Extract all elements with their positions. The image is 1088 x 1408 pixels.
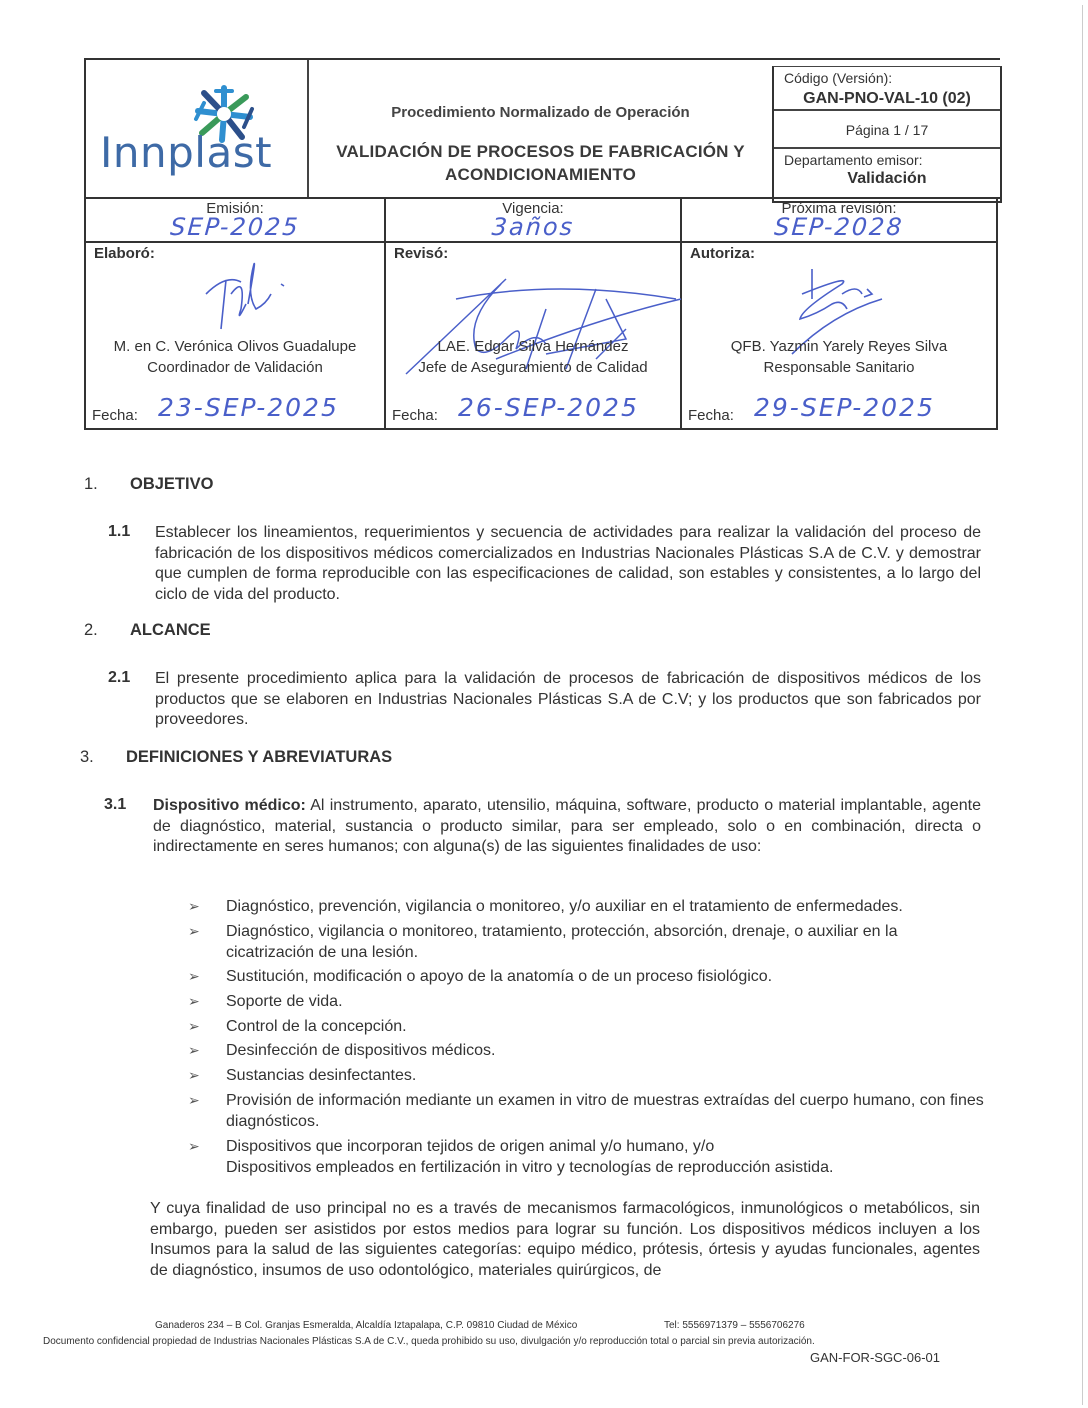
- department-cell: [774, 149, 1000, 204]
- arrowhead-bullet-icon: ➢: [188, 1091, 200, 1108]
- proxima-revision-label: Próxima revisión:: [781, 200, 897, 217]
- paragraph-number: 1.1: [108, 523, 131, 540]
- arrowhead-bullet-icon: ➢: [188, 922, 200, 939]
- elaboro-date-handwritten: 23-SEP-2025: [158, 393, 339, 422]
- section-title: ALCANCE: [130, 621, 211, 639]
- approval-table: [84, 199, 998, 430]
- section-number: 3.: [80, 748, 94, 766]
- code-value: GAN-PNO-VAL-10 (02): [803, 90, 971, 107]
- code-label: Código (Versión):: [784, 70, 893, 86]
- page-number: Página 1 / 17: [845, 122, 929, 138]
- reviso-name: LAE. Edgar Silva Hernández: [437, 338, 629, 355]
- reviso-date-handwritten: 26-SEP-2025: [458, 393, 639, 422]
- vigencia-label: Vigencia:: [502, 200, 564, 217]
- autoriza-date-handwritten: 29-SEP-2025: [754, 393, 935, 422]
- paragraph-number: 2.1: [108, 669, 131, 686]
- title-cell: [309, 60, 772, 197]
- title-line-1: VALIDACIÓN DE PROCESOS DE FABRICACIÓN Y: [336, 142, 745, 161]
- scan-edge: [1082, 5, 1083, 1405]
- footer-confidential-notice: Documento confidencial propiedad de Industrias Nacionales Plásticas S.A de C.V., queda prohibido su uso, divulgación y/o reproducción total o parcial sin previa autorización.: [43, 1336, 815, 1347]
- closing-paragraph: Y cuya finalidad de uso principal no es a través de mecanismos farmacológicos, inmunológicos o metabólicos, sin embargo, pueden ser asistidos por estos medios para lograr su función. Los dispositivos médicos incluyen a los Insumos para la salud de las siguientes categorías: equipo médico, prótesis, órtesis y ayudas funcionales, agentes de diagnóstico, insumos de uso odontológico, materiales quirúrgicos, de: [150, 1200, 980, 1279]
- document-title: [309, 140, 772, 186]
- alcance-paragraph: El presente procedimiento aplica para la validación de procesos de fabricación de dispositivos médicos de los productos que se elaboren en Industrias Nacionales Plásticas S.A de C.V; y los productos que son fabricados por proveedores.: [155, 670, 981, 729]
- autoriza-column: [682, 199, 996, 428]
- elaboro-label: Elaboró:: [94, 245, 155, 262]
- list-item: ➢ Diagnóstico, prevención, vigilancia o monitoreo, y/o auxiliar en el tratamiento de enfermedades.: [188, 898, 903, 915]
- vigencia-cell: [386, 199, 680, 243]
- emision-label: Emisión:: [206, 200, 264, 217]
- document-meta-cell: [772, 66, 1002, 203]
- objetivo-paragraph: Establecer los lineamientos, requerimientos y secuencia de actividades para realizar la validación del proceso de fabricación de los dispositivos médicos comercializados en Industrias Nacionales Plásticas S.A de C.V. y demostrar que cumplen de forma reproducible con las especificaciones de calidad, son estables y consistentes, a lo largo del ciclo de vida del producto.: [155, 524, 981, 603]
- elaboro-name: M. en C. Verónica Olivos Guadalupe: [113, 338, 357, 355]
- reviso-signer: [386, 336, 680, 378]
- arrowhead-bullet-icon: ➢: [188, 1137, 200, 1154]
- code-cell: [774, 67, 1000, 111]
- footer-address: Ganaderos 234 – B Col. Granjas Esmeralda, Alcaldía Iztapalapa, C.P. 09810 Ciudad de México: [155, 1320, 578, 1331]
- list-item-continuation: Dispositivos empleados en fertilización in vitro y tecnologías de reproducción asistida.: [226, 1158, 834, 1176]
- document-header: [84, 58, 1000, 199]
- emision-handwritten: SEP-2025: [169, 213, 301, 241]
- definition-term: Dispositivo médico:: [153, 797, 306, 814]
- arrowhead-bullet-icon: ➢: [188, 898, 200, 914]
- autoriza-signer: [682, 336, 996, 378]
- logo-cell: [86, 60, 309, 197]
- arrowhead-bullet-icon: ➢: [188, 968, 200, 985]
- proxima-revision-handwritten: SEP-2028: [773, 213, 905, 241]
- autoriza-date-label: Fecha:: [688, 407, 734, 424]
- logo-wordmark: Innplast: [100, 128, 273, 177]
- purpose-list: [188, 896, 988, 1181]
- department-label: Departamento emisor:: [784, 152, 923, 168]
- list-item: ➢ Sustancias desinfectantes.: [188, 1067, 417, 1085]
- reviso-role: Jefe de Aseguramiento de Calidad: [418, 359, 648, 376]
- reviso-label: Revisó:: [394, 245, 449, 262]
- autoriza-role: Responsable Sanitario: [763, 359, 915, 376]
- list-item: ➢ Sustitución, modificación o apoyo de la anatomía o de un proceso fisiológico.: [188, 968, 773, 986]
- signature-elaboro-icon: [186, 254, 296, 334]
- section-number: 2.: [84, 621, 98, 639]
- emision-cell: [86, 199, 384, 243]
- list-item: ➢ Control de la concepción.: [188, 1017, 407, 1035]
- reviso-column: [386, 199, 682, 428]
- vigencia-handwritten: 3años: [490, 213, 576, 241]
- department-value: Validación: [847, 170, 927, 187]
- page-cell: [774, 111, 1000, 149]
- list-item: ➢ Diagnóstico, vigilancia o monitoreo, tratamiento, protección, absorción, drenaje, o auxiliar en la cicatrización de una lesión.: [188, 922, 898, 961]
- document-type: Procedimiento Normalizado de Operación: [391, 104, 690, 121]
- definition-text: Al instrumento, aparato, utensilio, máquina, software, producto o material implantable, agente de diagnóstico, material, sustancia o producto similar, para ser empleado, solo o en combinación, directa o indirectamente en seres humanos; con alguna(s) de las siguientes finalidades de uso:: [153, 797, 981, 856]
- footer-phone: Tel: 5556971379 – 5556706276: [664, 1320, 805, 1331]
- section-title: OBJETIVO: [130, 475, 214, 493]
- section-number: 1.: [84, 475, 98, 493]
- footer-form-code: GAN-FOR-SGC-06-01: [810, 1350, 941, 1365]
- list-item: ➢ Desinfección de dispositivos médicos.: [188, 1042, 496, 1060]
- reviso-date-label: Fecha:: [392, 407, 438, 424]
- paragraph-number: 3.1: [104, 796, 127, 813]
- proxima-revision-cell: [682, 199, 996, 243]
- definition-paragraph: [153, 796, 981, 858]
- arrowhead-bullet-icon: ➢: [188, 993, 200, 1010]
- elaboro-column: [86, 199, 386, 428]
- arrowhead-bullet-icon: ➢: [188, 1067, 200, 1084]
- elaboro-role: Coordinador de Validación: [147, 359, 323, 376]
- list-item: ➢ Provisión de información mediante un examen in vitro de muestras extraídas del cuerpo humano, con fines diagnósticos.: [188, 1091, 984, 1130]
- autoriza-name: QFB. Yazmin Yarely Reyes Silva: [730, 338, 948, 355]
- list-item: ➢ Soporte de vida.: [188, 993, 343, 1011]
- title-line-2: ACONDICIONAMIENTO: [444, 165, 637, 184]
- section-title: DEFINICIONES Y ABREVIATURAS: [126, 748, 393, 766]
- arrowhead-bullet-icon: ➢: [188, 1042, 200, 1059]
- list-item: ➢ Dispositivos que incorporan tejidos de origen animal y/o humano, y/o: [188, 1137, 715, 1155]
- elaboro-date-label: Fecha:: [92, 407, 138, 424]
- autoriza-label: Autoriza:: [690, 245, 755, 262]
- elaboro-signer: [86, 336, 384, 378]
- arrowhead-bullet-icon: ➢: [188, 1017, 200, 1034]
